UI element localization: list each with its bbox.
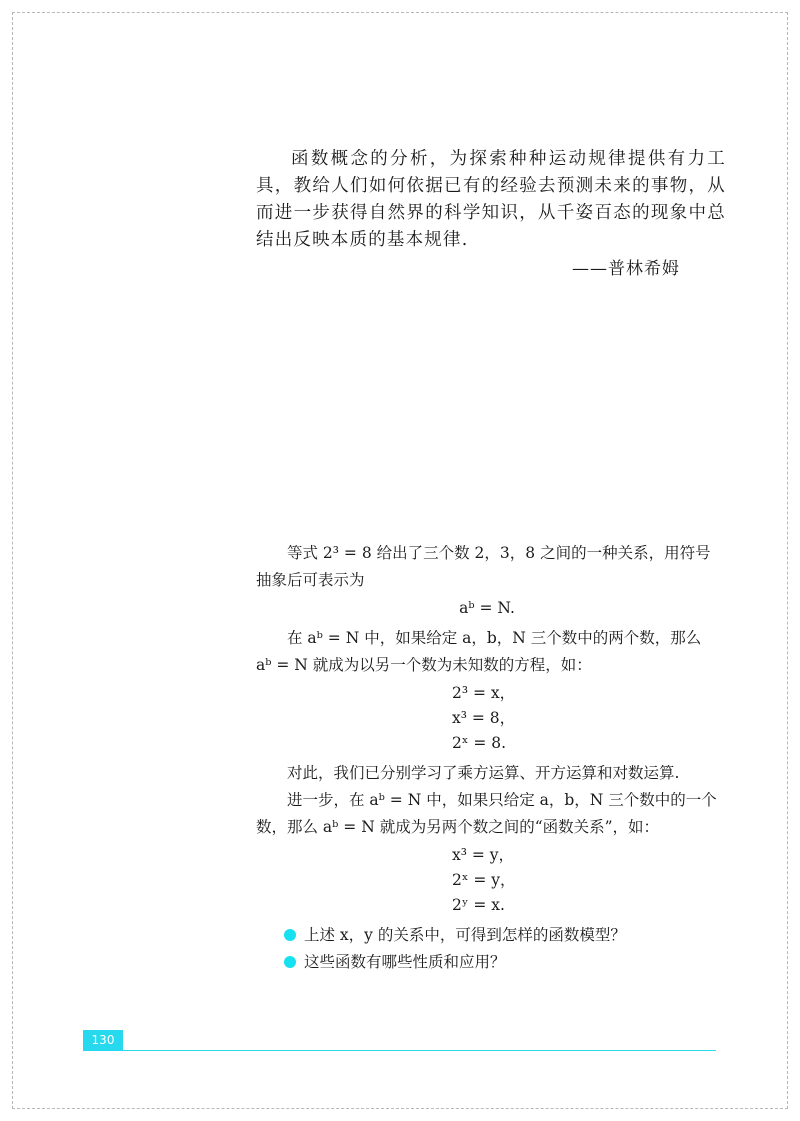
equation-line: 2ʸ = x. [452, 896, 505, 914]
equation-group-2 [256, 843, 718, 918]
intro-paragraph-3: 对此，我们已分别学习了乘方运算、开方运算和对数运算. [287, 764, 680, 782]
intro-paragraph-4: 进一步，在 aᵇ = N 中，如果只给定 a，b，N 三个数中的一个数，那么 aᵇ = N 就成为另两个数之间的“函数关系”，如： [256, 791, 717, 836]
footer-rule [83, 1050, 716, 1051]
bullet-dot-icon [284, 929, 296, 941]
bullet-dot-icon [284, 956, 296, 968]
equation-line: 2ˣ = 8. [452, 734, 507, 752]
question-item [256, 922, 718, 949]
question-item [256, 949, 718, 976]
intro-section [256, 540, 718, 976]
intro-paragraph-1: 等式 2³ = 8 给出了三个数 2，3，8 之间的一种关系，用符号抽象后可表示为 [256, 544, 711, 589]
equation-line: x³ = y， [452, 846, 515, 864]
equation-group-1 [256, 681, 718, 756]
question-text: 这些函数有哪些性质和应用？ [304, 953, 506, 971]
epigraph-text: 函数概念的分析，为探索种种运动规律提供有力工具，教给人们如何依据已有的经验去预测未来的事物，从而进一步获得自然界的科学知识，从千姿百态的现象中总结出反映本质的基本规律. [256, 149, 726, 250]
equation-line: x³ = 8， [452, 709, 516, 727]
epigraph-author: ——普林希姆 [572, 259, 680, 279]
general-equation: aᵇ = N. [459, 599, 515, 617]
equation-line: 2³ = x， [452, 684, 516, 702]
question-text: 上述 x，y 的关系中，可得到怎样的函数模型？ [304, 926, 626, 944]
epigraph [256, 146, 726, 254]
equation-line: 2ˣ = y， [452, 871, 516, 889]
intro-paragraph-2: 在 aᵇ = N 中，如果给定 a，b，N 三个数中的两个数，那么 aᵇ = N 就成为以另一个数为未知数的方程，如： [256, 629, 702, 674]
page-number: 130 [83, 1030, 123, 1051]
